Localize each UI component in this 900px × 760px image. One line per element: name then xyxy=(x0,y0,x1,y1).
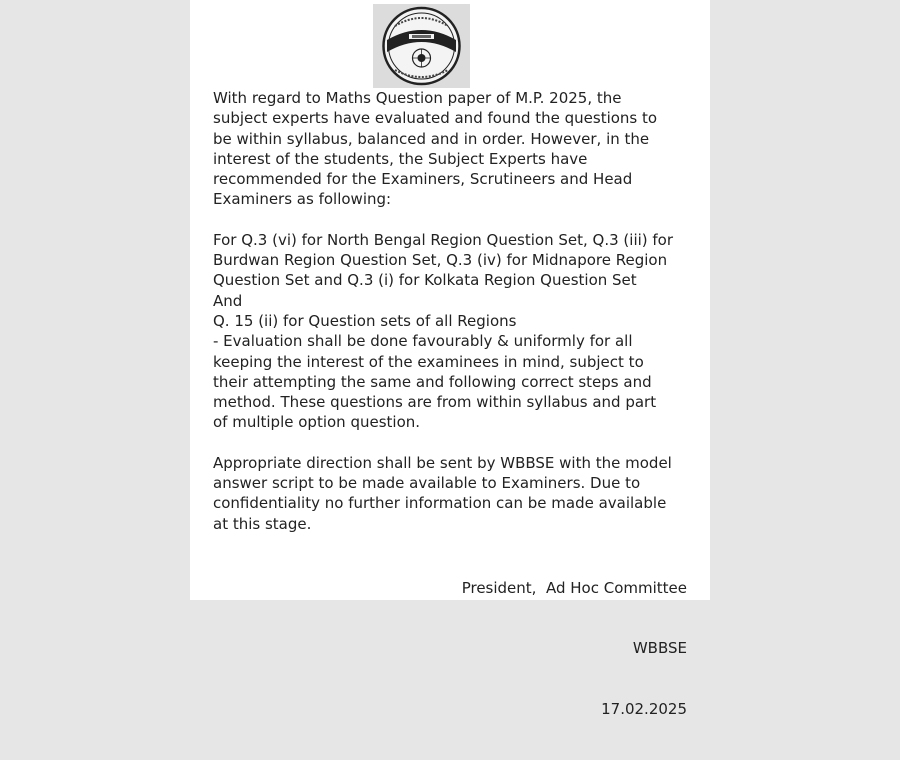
text-line: With regard to Maths Question paper of M.P. 2025, the xyxy=(213,89,622,107)
text-line: - Evaluation shall be done favourably & uniformly for all xyxy=(213,332,633,351)
letter-body xyxy=(213,88,703,534)
text-line: Question Set and Q.3 (i) for Kolkata Region Question Set xyxy=(213,271,637,290)
signatory-title: President, Ad Hoc Committee xyxy=(461,578,687,597)
signatory-organization: WBBSE xyxy=(632,639,687,658)
paragraph-2 xyxy=(213,230,703,433)
text-line: be within syllabus, balanced and in order. However, in the xyxy=(213,129,650,148)
document-page xyxy=(190,0,710,719)
letter-date: 17.02.2025 xyxy=(601,700,687,719)
text-line: at this stage. xyxy=(213,514,312,533)
text-line: Appropriate direction shall be sent by WBBSE with the model xyxy=(213,453,672,472)
text-line: And xyxy=(213,291,243,310)
text-line: keeping the interest of the examinees in mind, subject to xyxy=(213,352,644,371)
text-line: answer script to be made available to Examiners. Due to xyxy=(213,474,641,493)
text-line: confidentiality no further information can be made available xyxy=(213,494,667,513)
text-line: method. These questions are from within syllabus and part xyxy=(213,393,657,412)
paragraph-1 xyxy=(213,88,703,210)
text-line: Q. 15 (ii) for Question sets of all Regions xyxy=(213,311,517,330)
signature-block xyxy=(462,537,687,760)
text-line: subject experts have evaluated and found the questions to xyxy=(213,109,658,128)
text-line: For Q.3 (vi) for North Bengal Region Question Set, Q.3 (iii) for xyxy=(213,230,674,249)
paragraph-3 xyxy=(213,453,703,534)
text-line: Burdwan Region Question Set, Q.3 (iv) for Midnapore Region xyxy=(213,251,668,270)
seal-emblem xyxy=(373,4,470,88)
board-seal xyxy=(373,4,470,88)
text-line: Examiners as following: xyxy=(213,190,392,209)
text-line: recommended for the Examiners, Scrutineers and Head xyxy=(213,170,633,189)
text-line: their attempting the same and following correct steps and xyxy=(213,372,652,391)
text-line: interest of the students, the Subject Experts have xyxy=(213,149,588,168)
text-line: of multiple option question. xyxy=(213,413,421,432)
